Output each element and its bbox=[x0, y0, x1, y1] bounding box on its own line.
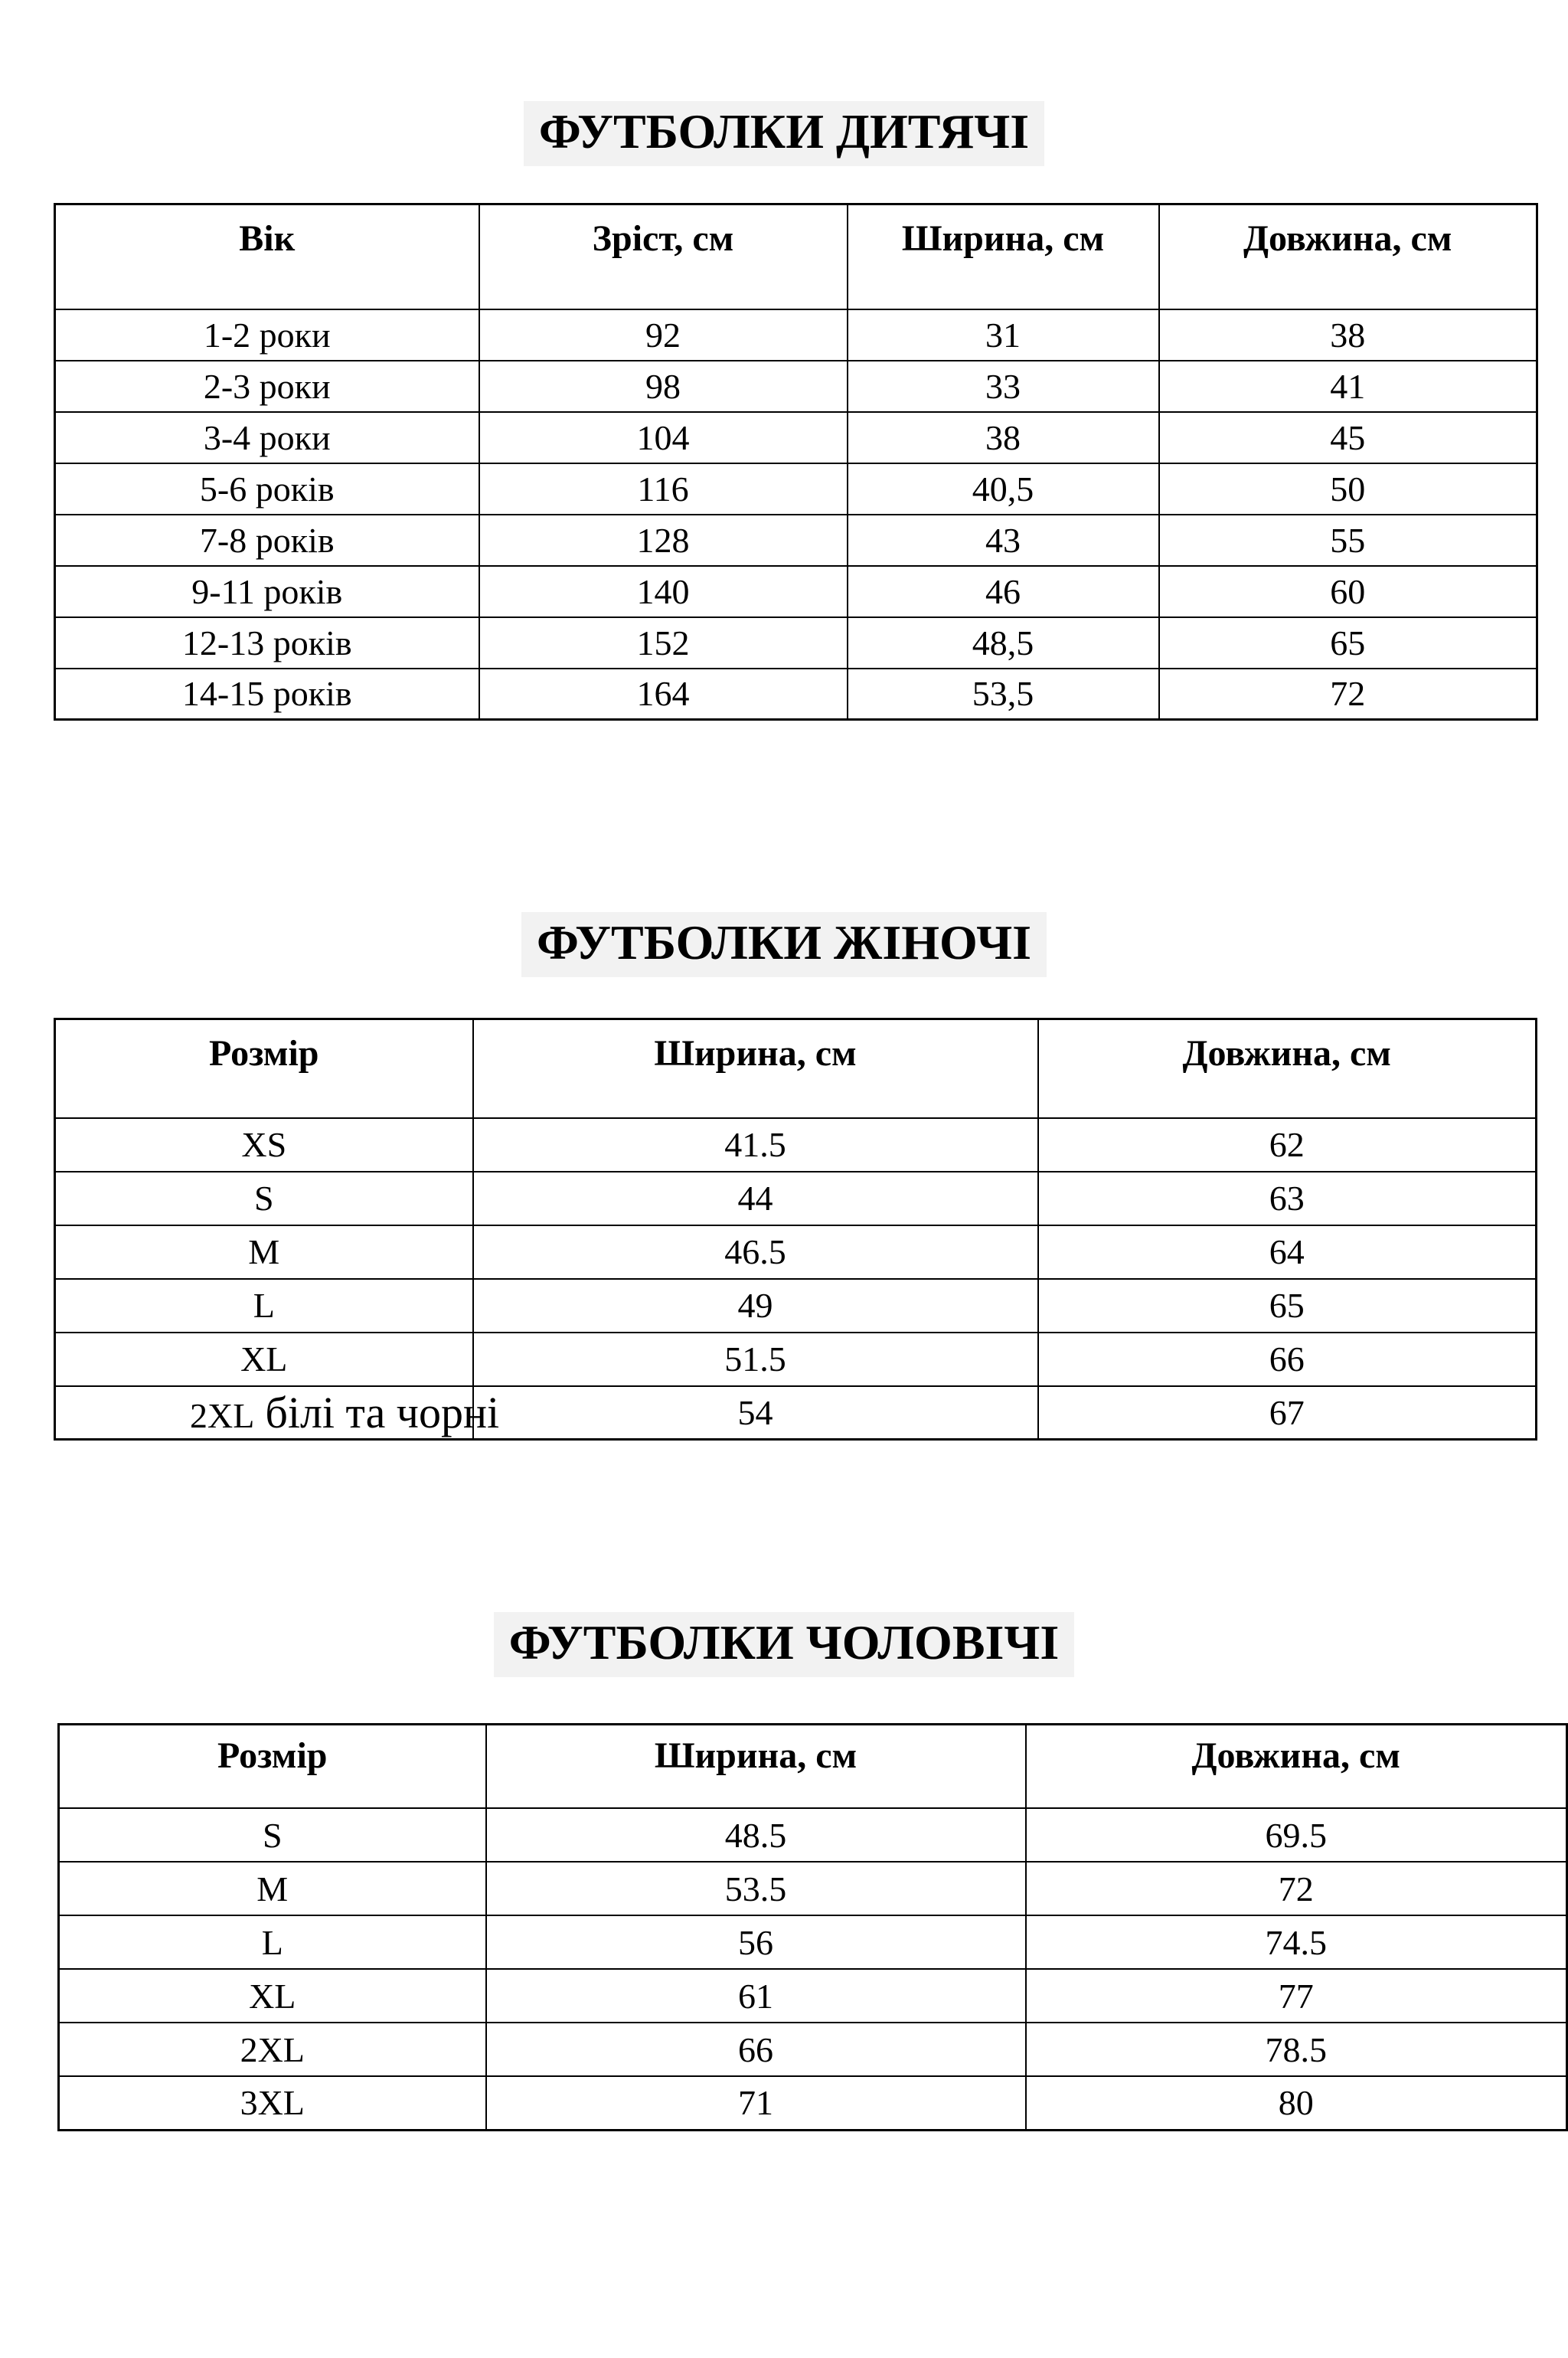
table-cell: 78.5 bbox=[1026, 2023, 1567, 2076]
table-cell: S bbox=[59, 1808, 486, 1862]
header-width: Ширина, см bbox=[486, 1724, 1026, 1808]
table-cell: 63 bbox=[1038, 1172, 1537, 1225]
table-cell: 60 bbox=[1159, 566, 1537, 617]
table-cell: 71 bbox=[486, 2076, 1026, 2130]
men-size-table bbox=[57, 1723, 1568, 2131]
table-cell: XL bbox=[59, 1969, 486, 2023]
table-cell: 53.5 bbox=[486, 1862, 1026, 1915]
table-cell: 92 bbox=[479, 309, 848, 361]
table-cell: 64 bbox=[1038, 1225, 1537, 1279]
table-cell: 51.5 bbox=[473, 1333, 1038, 1386]
table-cell: M bbox=[59, 1862, 486, 1915]
table-cell: 65 bbox=[1159, 617, 1537, 669]
table-header-row bbox=[55, 1019, 1537, 1118]
table-cell: 2-3 роки bbox=[55, 361, 479, 412]
header-length: Довжина, см bbox=[1026, 1724, 1567, 1808]
table-cell: 69.5 bbox=[1026, 1808, 1567, 1862]
title-men-tshirts bbox=[0, 1441, 1568, 1674]
table-cell: L bbox=[55, 1279, 473, 1333]
table-cell: 61 bbox=[486, 1969, 1026, 2023]
table-header-row bbox=[55, 204, 1537, 309]
table-cell: 45 bbox=[1159, 412, 1537, 463]
table-cell: 72 bbox=[1159, 669, 1537, 720]
table-cell: 98 bbox=[479, 361, 848, 412]
header-width: Ширина, см bbox=[848, 204, 1159, 309]
table-cell: XS bbox=[55, 1118, 473, 1172]
children-size-table bbox=[54, 203, 1538, 721]
table-cell: 55 bbox=[1159, 515, 1537, 566]
table-cell: 3-4 роки bbox=[55, 412, 479, 463]
table-cell: 31 bbox=[848, 309, 1159, 361]
table-row bbox=[55, 1333, 1537, 1386]
table-cell: 33 bbox=[848, 361, 1159, 412]
table-cell: L bbox=[59, 1915, 486, 1969]
table-cell: 3XL bbox=[59, 2076, 486, 2130]
table-cell: 66 bbox=[1038, 1333, 1537, 1386]
title-children-highlight: ФУТБОЛКИ ДИТЯЧІ bbox=[524, 101, 1044, 166]
table-cell: 14-15 років bbox=[55, 669, 479, 720]
table-cell: 50 bbox=[1159, 463, 1537, 515]
table-cell: M bbox=[55, 1225, 473, 1279]
table-cell: 62 bbox=[1038, 1118, 1537, 1172]
table-row-2xl-note bbox=[55, 1386, 1537, 1440]
table-row bbox=[59, 2023, 1567, 2076]
table-cell: 74.5 bbox=[1026, 1915, 1567, 1969]
table-cell: S bbox=[55, 1172, 473, 1225]
table-cell: 140 bbox=[479, 566, 848, 617]
table-cell: 54 bbox=[473, 1386, 1038, 1440]
table-row bbox=[55, 1225, 1537, 1279]
table-cell: 44 bbox=[473, 1172, 1038, 1225]
table-cell: 116 bbox=[479, 463, 848, 515]
header-width: Ширина, см bbox=[473, 1019, 1038, 1118]
table-cell: 40,5 bbox=[848, 463, 1159, 515]
table-row bbox=[55, 515, 1537, 566]
title-women-highlight: ФУТБОЛКИ ЖІНОЧІ bbox=[521, 912, 1047, 977]
table-row bbox=[59, 1862, 1567, 1915]
table-cell: 48.5 bbox=[486, 1808, 1026, 1862]
table-cell: 43 bbox=[848, 515, 1159, 566]
title-men-highlight: ФУТБОЛКИ ЧОЛОВІЧІ bbox=[494, 1612, 1075, 1677]
table-cell: 9-11 років bbox=[55, 566, 479, 617]
table-row bbox=[55, 566, 1537, 617]
table-cell: 53,5 bbox=[848, 669, 1159, 720]
table-cell: 38 bbox=[848, 412, 1159, 463]
table-cell: 65 bbox=[1038, 1279, 1537, 1333]
table-cell: 164 bbox=[479, 669, 848, 720]
table-cell: 56 bbox=[486, 1915, 1026, 1969]
table-cell: 66 bbox=[486, 2023, 1026, 2076]
header-size: Розмір bbox=[59, 1724, 486, 1808]
table-row bbox=[59, 1808, 1567, 1862]
table-cell: 72 bbox=[1026, 1862, 1567, 1915]
table-cell: 41 bbox=[1159, 361, 1537, 412]
table-cell: 38 bbox=[1159, 309, 1537, 361]
table-cell: 7-8 років bbox=[55, 515, 479, 566]
table-row bbox=[55, 309, 1537, 361]
color-note: білі та чорні bbox=[265, 1388, 500, 1438]
table-row bbox=[59, 1915, 1567, 1969]
title-children-tshirts bbox=[0, 0, 1568, 163]
table-row bbox=[55, 1118, 1537, 1172]
header-length: Довжина, см bbox=[1159, 204, 1537, 309]
table-cell: 12-13 років bbox=[55, 617, 479, 669]
table-cell: 46 bbox=[848, 566, 1159, 617]
table-cell: 128 bbox=[479, 515, 848, 566]
table-row bbox=[59, 1969, 1567, 2023]
table-cell: 46.5 bbox=[473, 1225, 1038, 1279]
table-cell: 80 bbox=[1026, 2076, 1567, 2130]
table-cell: 48,5 bbox=[848, 617, 1159, 669]
table-row bbox=[55, 669, 1537, 720]
table-cell: 67 bbox=[1038, 1386, 1537, 1440]
table-cell: 1-2 роки bbox=[55, 309, 479, 361]
table-cell bbox=[55, 1386, 500, 1440]
table-row bbox=[55, 1172, 1537, 1225]
table-row bbox=[59, 2076, 1567, 2130]
table-cell: 41.5 bbox=[473, 1118, 1038, 1172]
table-cell: 104 bbox=[479, 412, 848, 463]
table-header-row bbox=[59, 1724, 1567, 1808]
table-cell: XL bbox=[55, 1333, 473, 1386]
header-size: Розмір bbox=[55, 1019, 473, 1118]
table-row bbox=[55, 361, 1537, 412]
women-size-table bbox=[54, 1018, 1537, 1441]
table-row bbox=[55, 1279, 1537, 1333]
table-row bbox=[55, 617, 1537, 669]
table-cell: 2XL bbox=[59, 2023, 486, 2076]
table-cell: 5-6 років bbox=[55, 463, 479, 515]
size-label: 2XL bbox=[190, 1396, 255, 1436]
table-row bbox=[55, 412, 1537, 463]
header-length: Довжина, см bbox=[1038, 1019, 1537, 1118]
header-height: Зріст, см bbox=[479, 204, 848, 309]
table-cell: 49 bbox=[473, 1279, 1038, 1333]
header-age: Вік bbox=[55, 204, 479, 309]
table-cell: 152 bbox=[479, 617, 848, 669]
table-row bbox=[55, 463, 1537, 515]
table-cell: 77 bbox=[1026, 1969, 1567, 2023]
title-women-tshirts bbox=[0, 721, 1568, 974]
